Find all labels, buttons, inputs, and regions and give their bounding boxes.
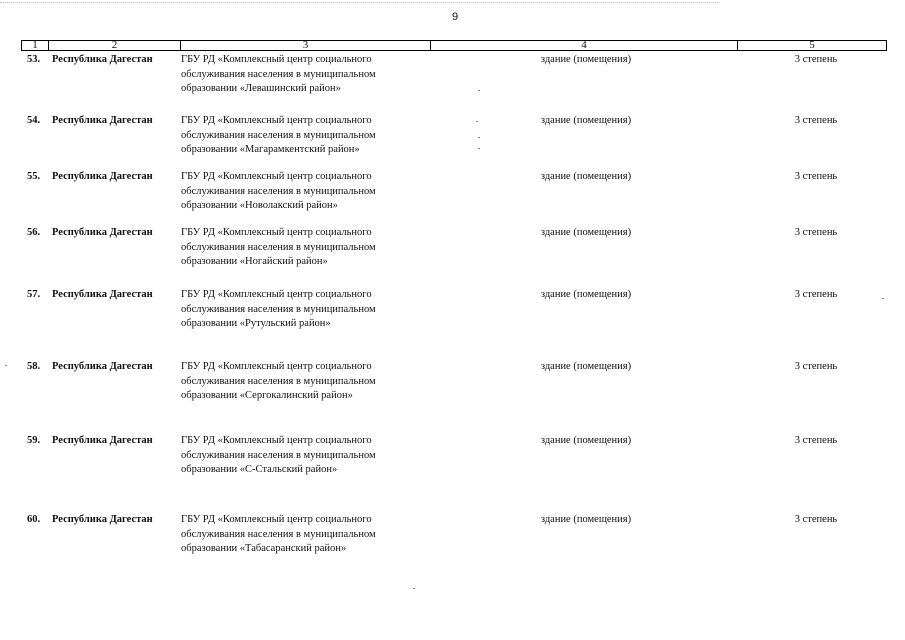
- row-organization: [181, 226, 431, 270]
- row-organization-line: образовании «Новолакский район»: [181, 200, 338, 211]
- column-header-2: 2: [49, 41, 181, 50]
- row-object: здание (помещения): [540, 435, 632, 446]
- scan-speck: [5, 365, 7, 366]
- row-degree: 3 степень: [794, 289, 838, 300]
- row-degree: 3 степень: [794, 54, 838, 65]
- row-region: Республика Дагестан: [52, 227, 153, 238]
- scan-speck: [478, 137, 480, 138]
- row-degree: 3 степень: [794, 115, 838, 126]
- row-region: Республика Дагестан: [52, 54, 153, 65]
- row-object: здание (помещения): [540, 289, 632, 300]
- row-organization-line: обслуживания населения в муниципальном: [181, 185, 376, 197]
- column-header-1: 1: [22, 41, 49, 50]
- row-region: Республика Дагестан: [52, 289, 153, 300]
- row-organization-line: ГБУ РД «Комплексный центр социального: [181, 54, 372, 65]
- row-organization-line: ГБУ РД «Комплексный центр социального: [181, 289, 372, 300]
- column-header-5: 5: [809, 39, 815, 51]
- scan-speck: [882, 298, 884, 299]
- row-organization-line: обслуживания населения в муниципальном: [181, 449, 376, 461]
- row-organization-line: образовании «Табасаранский район»: [181, 543, 347, 554]
- row-number: 57.: [27, 289, 41, 300]
- row-degree: 3 степень: [794, 514, 838, 525]
- row-organization-line: образовании «Сергокалинский район»: [181, 390, 353, 401]
- column-header-3: 3: [181, 41, 431, 50]
- page-number: 9: [451, 11, 459, 23]
- table-header-row: [21, 40, 887, 51]
- row-object: здание (помещения): [540, 361, 632, 372]
- row-organization-line: ГБУ РД «Комплексный центр социального: [181, 227, 372, 238]
- row-number: 58.: [27, 361, 41, 372]
- row-organization-line: образовании «Ногайский район»: [181, 256, 328, 267]
- row-organization-line: образовании «Левашинский район»: [181, 83, 341, 94]
- row-organization: [181, 288, 431, 332]
- row-region: Республика Дагестан: [52, 435, 153, 446]
- scan-speck: [413, 588, 415, 589]
- row-organization-line: образовании «Магарамкентский район»: [181, 144, 360, 155]
- row-organization: [181, 513, 431, 557]
- row-organization-line: обслуживания населения в муниципальном: [181, 375, 376, 387]
- row-degree: 3 степень: [794, 435, 838, 446]
- row-number: 53.: [27, 54, 41, 65]
- row-organization: [181, 360, 431, 404]
- row-number: 56.: [27, 227, 41, 238]
- row-object: здание (помещения): [540, 514, 632, 525]
- column-header-4: 4: [431, 41, 738, 50]
- row-region: Республика Дагестан: [52, 514, 153, 525]
- row-degree: 3 степень: [794, 171, 838, 182]
- row-organization-line: обслуживания населения в муниципальном: [181, 528, 376, 540]
- row-number: 60.: [27, 514, 41, 525]
- row-organization-line: образовании «Рутульский район»: [181, 318, 331, 329]
- row-object: здание (помещения): [540, 115, 632, 126]
- row-object: здание (помещения): [540, 227, 632, 238]
- row-organization-line: обслуживания населения в муниципальном: [181, 303, 376, 315]
- row-organization-line: ГБУ РД «Комплексный центр социального: [181, 115, 372, 126]
- scan-speck: [476, 121, 478, 122]
- row-object: здание (помещения): [540, 171, 632, 182]
- row-organization: [181, 170, 431, 214]
- row-number: 54.: [27, 115, 41, 126]
- row-degree: 3 степень: [794, 361, 838, 372]
- row-organization-line: обслуживания населения в муниципальном: [181, 129, 376, 141]
- row-organization-line: обслуживания населения в муниципальном: [181, 241, 376, 253]
- row-organization-line: ГБУ РД «Комплексный центр социального: [181, 435, 372, 446]
- row-organization: [181, 434, 431, 478]
- row-region: Республика Дагестан: [52, 171, 153, 182]
- row-organization-line: ГБУ РД «Комплексный центр социального: [181, 514, 372, 525]
- scan-speck: [478, 90, 480, 91]
- row-organization-line: ГБУ РД «Комплексный центр социального: [181, 171, 372, 182]
- row-organization-line: обслуживания населения в муниципальном: [181, 68, 376, 80]
- row-organization-line: образовании «С-Стальский район»: [181, 464, 338, 475]
- row-region: Республика Дагестан: [52, 361, 153, 372]
- row-number: 59.: [27, 435, 41, 446]
- row-object: здание (помещения): [540, 54, 632, 65]
- row-organization: [181, 114, 431, 158]
- row-degree: 3 степень: [794, 227, 838, 238]
- scan-noise-line: [0, 2, 720, 4]
- row-organization-line: ГБУ РД «Комплексный центр социального: [181, 361, 372, 372]
- row-number: 55.: [27, 171, 41, 182]
- scan-speck: [478, 148, 480, 149]
- row-region: Республика Дагестан: [52, 115, 153, 126]
- row-organization: [181, 53, 431, 97]
